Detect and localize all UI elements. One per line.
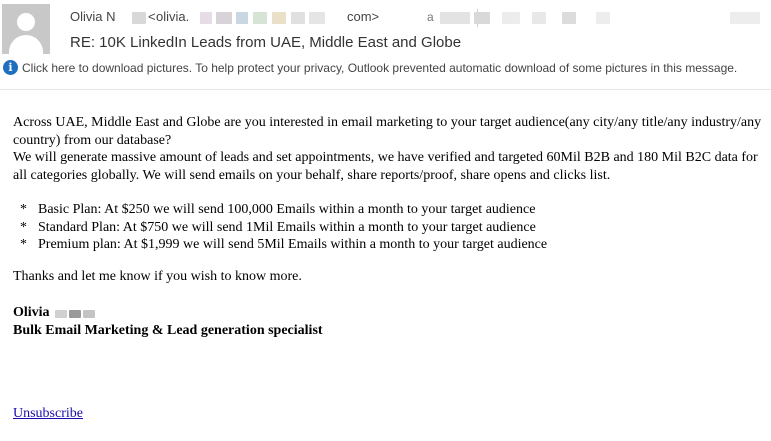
redacted-block [200,12,212,24]
avatar-head-shape [17,13,35,31]
thanks-line: Thanks and let me know if you wish to know more. [13,269,302,284]
redacted-block [502,12,520,24]
header-divider [0,89,771,90]
plan-text: Standard Plan: At $750 we will send 1Mil Emails within a month to your target audience [38,219,536,235]
redacted-block [730,12,760,24]
redacted-block [216,12,232,24]
list-item [13,236,763,254]
signature-name: Olivia [13,305,50,320]
list-item [13,201,763,219]
plan-bullet: * [20,237,27,252]
redacted-block [309,12,325,24]
redacted-block [532,12,546,24]
redacted-block [474,12,490,24]
signature-title: Bulk Email Marketing & Lead generation specialist [13,322,323,338]
redacted-block [83,310,95,318]
signature-name-line [13,304,323,322]
redacted-block [291,12,305,24]
from-line[interactable] [70,9,770,27]
offer-paragraph: We will generate massive amount of leads and set appointments, we have verified and targeted 60Mil B2B and 180 Mil B2C data for all categories globally. We will send emails on your behalf, share reports/proof, share opens and clicks list. [13,150,758,183]
download-pictures-bar[interactable] [3,60,769,76]
email-subject: RE: 10K LinkedIn Leads from UAE, Middle East and Globe [70,34,462,51]
redacted-block [562,12,576,24]
list-item [13,219,763,237]
redacted-block [55,310,67,318]
recipient-fragment[interactable]: a [427,10,434,24]
redacted-block [440,12,470,24]
plan-text: Premium plan: At $1,999 we will send 5Mil Emails within a month to your target audience [38,237,548,252]
redacted-block [69,310,81,318]
sender-avatar[interactable] [2,4,50,54]
redacted-block [236,12,248,24]
redacted-block [596,12,610,24]
plan-text: Basic Plan: At $250 we will send 100,000 Emails within a month to your target audience [38,202,536,217]
plan-bullet: * [20,202,27,217]
plan-bullet: * [20,219,27,235]
signature [13,304,323,339]
sender-name[interactable]: Olivia N [70,9,116,24]
sender-email-end[interactable]: com> [347,9,380,24]
email-open-bracket: < [148,9,156,24]
redacted-block [253,12,267,24]
unsubscribe-link[interactable]: Unsubscribe [13,406,83,421]
plans-list [13,201,763,254]
avatar-body-shape [9,35,43,54]
info-icon: i [3,60,18,75]
message-header [0,0,771,88]
intro-paragraph: Across UAE, Middle East and Globe are you interested in email marketing to your target audience(any city/any title/any industry/any country) from our database? [13,115,762,148]
message-body-intro [13,114,763,184]
sender-email-start[interactable]: olivia. [156,9,190,24]
redacted-block [272,12,286,24]
download-pictures-text[interactable]: Click here to download pictures. To help protect your privacy, Outlook prevented automatic download of some pictures in this message. [22,61,738,75]
redacted-block [132,12,146,24]
